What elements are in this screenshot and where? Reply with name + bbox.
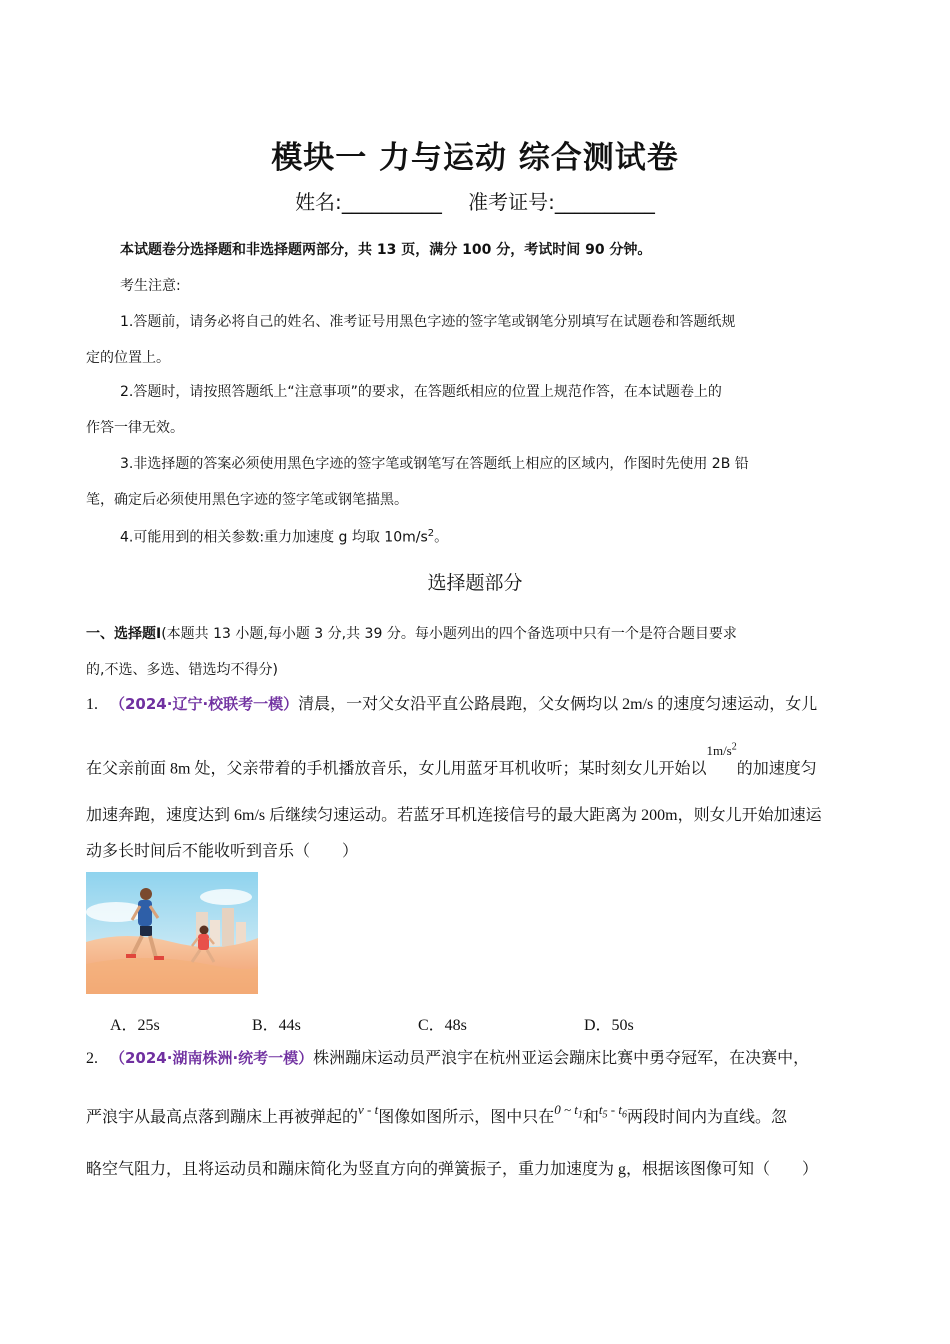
- note-1a: 1.答题前，请务必将自己的姓名、准考证号用黑色字迹的签字笔或钢笔分别填写在试题卷和答题纸规: [120, 314, 736, 330]
- q2-range1-text: 0 ~ t: [554, 1102, 578, 1117]
- q2-range2-dash: - t: [607, 1102, 622, 1117]
- q2-line-2: [86, 1102, 876, 1134]
- q1-accel-sup: 2: [731, 742, 737, 753]
- part-heading: 一、选择题Ⅰ: [86, 626, 162, 642]
- q1-accel-value: 1m/s: [706, 743, 732, 759]
- note-3b: 笔，确定后必须使用黑色字迹的签字笔或钢笔描黑。: [86, 492, 408, 508]
- q2-text-2c: 两段时间内为直线。忽: [627, 1109, 788, 1126]
- intro-line: 本试题卷分选择题和非选择题两部分，共 13 页，满分 100 分，考试时间 90 分钟。: [120, 242, 652, 258]
- id-blank: __________: [554, 190, 655, 214]
- q1-option-c[interactable]: C．48s: [418, 1017, 467, 1034]
- section-title: 选择题部分: [427, 572, 523, 594]
- q2-range2-sub-a: 5: [602, 1109, 608, 1121]
- page-title: 模块一 力与运动 综合测试卷: [271, 140, 679, 176]
- q1-line-1: [86, 694, 866, 715]
- q1-text-2b: 的加速度匀: [736, 760, 817, 778]
- note-4-text: 4.可能用到的相关参数:重力加速度 g 均取 10m/s: [120, 529, 428, 546]
- note-4-sup: 2: [427, 528, 435, 539]
- name-field: [295, 190, 442, 214]
- q1-number: 1.: [86, 696, 98, 713]
- notice-title: 考生注意:: [120, 278, 181, 294]
- q1-text-4: 动多长时间后不能收听到音乐（ ）: [86, 843, 359, 860]
- part-desc-a: (本题共 13 小题,每小题 3 分,共 39 分。每小题列出的四个备选项中只有一个是符合题目要求: [161, 626, 737, 642]
- id-line: [0, 186, 950, 215]
- note-4-end: 。: [434, 529, 449, 546]
- q2-and: 和: [582, 1109, 599, 1126]
- id-label: 准考证号:: [468, 190, 555, 214]
- q1-text-2a: 在父亲前面 8m 处，父亲带着的手机播放音乐，女儿用蓝牙耳机收听；某时刻女儿开始以: [86, 760, 707, 778]
- q1-illustration: [86, 872, 258, 994]
- q2-source: （2024·湖南株洲·统考一模）: [110, 1049, 314, 1067]
- part-heading-line: [86, 624, 866, 644]
- name-blank: __________: [341, 190, 442, 214]
- running-illustration: [86, 872, 258, 994]
- q1-text-1: 清晨，一对父女沿平直公路晨跑，父女俩均以 2m/s 的速度匀速运动，女儿: [298, 696, 818, 713]
- q2-text-1: 株洲蹦床运动员严浪宇在杭州亚运会蹦床比赛中勇夺冠军，在决赛中，: [313, 1050, 810, 1067]
- q2-line-1: [86, 1048, 876, 1069]
- note-4: [120, 524, 900, 548]
- note-1b: 定的位置上。: [86, 350, 170, 366]
- q1-option-b[interactable]: B．44s: [252, 1017, 301, 1034]
- id-field: [468, 190, 655, 214]
- q2-range2: [598, 1102, 627, 1121]
- note-3a: 3.非选择题的答案必须使用黑色字迹的签字笔或钢笔写在答题纸上相应的区域内，作图时先使用 2B 铅: [120, 456, 749, 472]
- q1-accel: [706, 743, 736, 758]
- q1-text-3: 加速奔跑，速度达到 6m/s 后继续匀速运动。若蓝牙耳机连接信号的最大距离为 200m，则女儿开始加速运: [86, 807, 822, 824]
- q1-option-d[interactable]: D．50s: [584, 1017, 634, 1034]
- q1-line-2: [86, 742, 876, 779]
- q2-text-2b: 图像如图所示，图中只在: [378, 1109, 555, 1126]
- q2-text-2a: 严浪宇从最高点落到蹦床上再被弹起的: [86, 1109, 359, 1126]
- q2-vt: v - t: [358, 1102, 379, 1117]
- q1-option-a[interactable]: A．25s: [110, 1017, 160, 1034]
- q2-range1: [554, 1102, 583, 1121]
- q2-range2-sub-b: 6: [622, 1109, 627, 1121]
- q1-source: （2024·辽宁·校联考一模）: [110, 695, 299, 713]
- note-2a: 2.答题时，请按照答题纸上“注意事项”的要求，在答题纸相应的位置上规范作答，在本试题卷上的: [120, 384, 722, 400]
- q2-range1-sub: 1: [577, 1109, 583, 1121]
- q2-range2-t: t: [598, 1102, 603, 1117]
- part-desc-b: 的,不选、多选、错选均不得分): [86, 662, 278, 678]
- name-label: 姓名:: [295, 190, 342, 214]
- q2-number: 2.: [86, 1050, 98, 1067]
- q2-text-3: 略空气阻力，且将运动员和蹦床简化为竖直方向的弹簧振子，重力加速度为 g，根据该图像可知（ ）: [86, 1161, 819, 1178]
- note-2b: 作答一律无效。: [86, 420, 184, 436]
